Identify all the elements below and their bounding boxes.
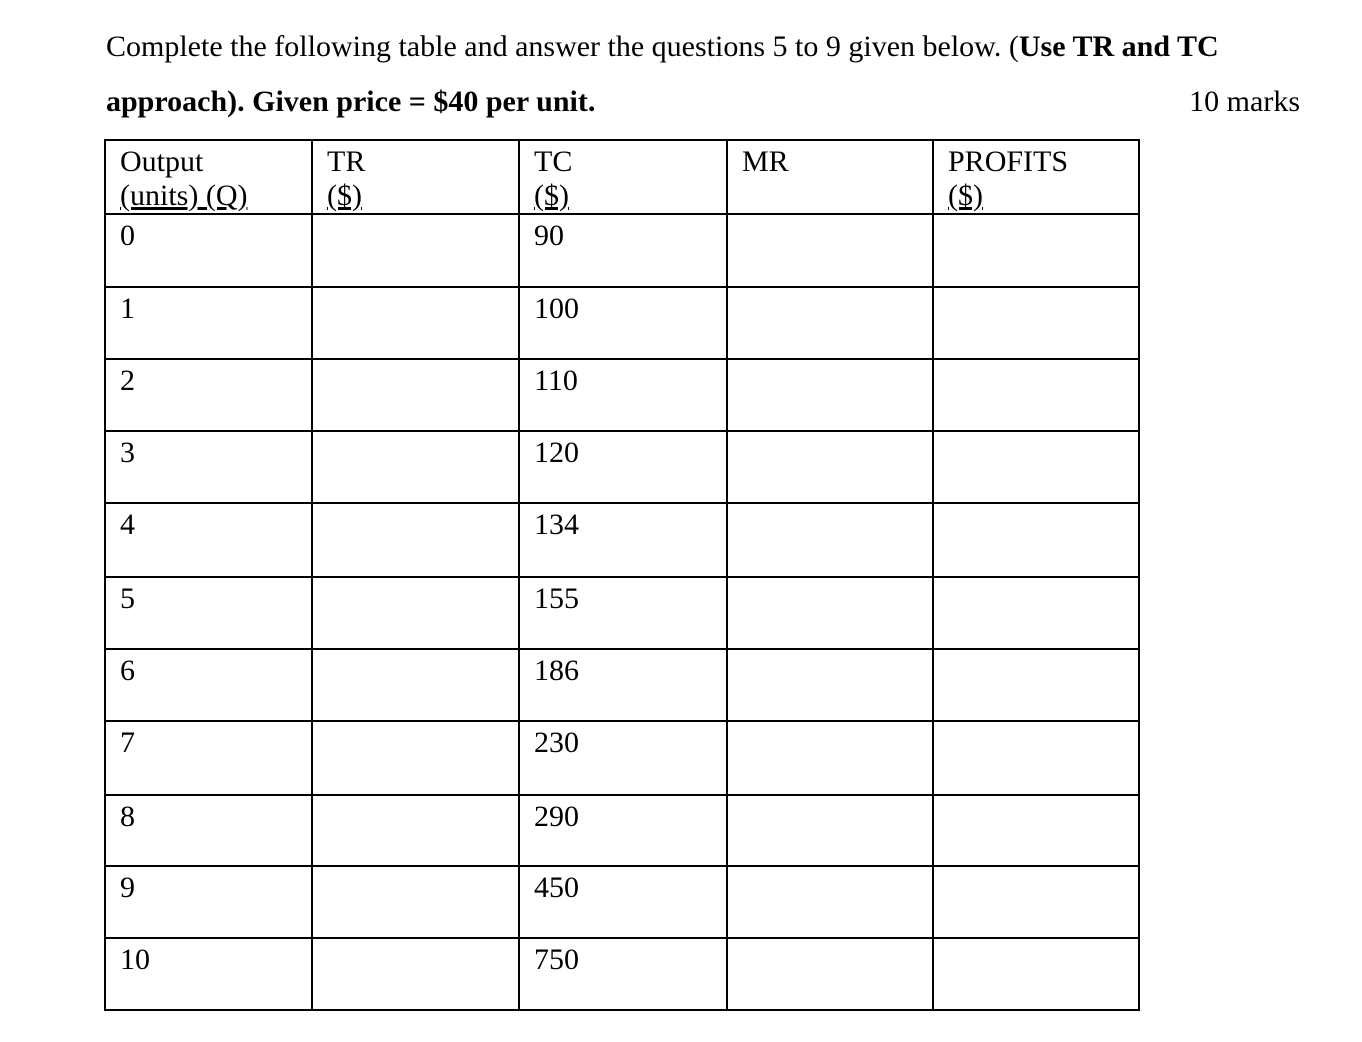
header-profits-line2: ($) bbox=[948, 179, 983, 212]
cell-output: 7 bbox=[105, 721, 312, 795]
cell-profits bbox=[933, 503, 1139, 577]
cell-mr bbox=[727, 649, 933, 721]
cell-output: 10 bbox=[105, 938, 312, 1010]
header-tr bbox=[312, 140, 519, 214]
table-row bbox=[105, 649, 1139, 721]
cell-profits bbox=[933, 287, 1139, 359]
table-row bbox=[105, 795, 1139, 866]
cell-output: 0 bbox=[105, 214, 312, 287]
instructions-line-2: approach). Given price = $40 per unit. bbox=[106, 85, 596, 118]
cell-tr bbox=[312, 795, 519, 866]
header-tc-line2: ($) bbox=[534, 179, 569, 212]
table-row bbox=[105, 287, 1139, 359]
cell-tr bbox=[312, 866, 519, 938]
table-header-row bbox=[105, 140, 1139, 214]
cell-mr bbox=[727, 577, 933, 649]
cell-output: 3 bbox=[105, 431, 312, 503]
cell-mr bbox=[727, 938, 933, 1010]
cell-tr bbox=[312, 938, 519, 1010]
header-tr-line2: ($) bbox=[327, 179, 362, 212]
cell-profits bbox=[933, 866, 1139, 938]
cell-profits bbox=[933, 214, 1139, 287]
cell-profits bbox=[933, 577, 1139, 649]
table-row bbox=[105, 503, 1139, 577]
cell-mr bbox=[727, 866, 933, 938]
cell-tc: 134 bbox=[519, 503, 727, 577]
cell-tr bbox=[312, 287, 519, 359]
cell-tr bbox=[312, 577, 519, 649]
instructions-line-1 bbox=[106, 30, 1219, 64]
cell-profits bbox=[933, 795, 1139, 866]
cost-revenue-table bbox=[104, 139, 1140, 1011]
cell-tr bbox=[312, 214, 519, 287]
cell-mr bbox=[727, 359, 933, 431]
header-output-line1: Output bbox=[120, 145, 204, 178]
cell-tc: 290 bbox=[519, 795, 727, 866]
cell-tr bbox=[312, 431, 519, 503]
cell-profits bbox=[933, 721, 1139, 795]
cell-mr bbox=[727, 721, 933, 795]
header-mr-line1: MR bbox=[742, 145, 789, 178]
cell-tc: 110 bbox=[519, 359, 727, 431]
cell-output: 2 bbox=[105, 359, 312, 431]
cell-output: 5 bbox=[105, 577, 312, 649]
cell-tc: 155 bbox=[519, 577, 727, 649]
cell-tc: 120 bbox=[519, 431, 727, 503]
table-row bbox=[105, 359, 1139, 431]
instructions-plain-text: Complete the following table and answer the questions 5 to 9 given below. ( bbox=[106, 30, 1019, 63]
cell-profits bbox=[933, 359, 1139, 431]
cell-output: 4 bbox=[105, 503, 312, 577]
instructions-bold-text: Use TR and TC bbox=[1018, 30, 1219, 63]
table-row bbox=[105, 577, 1139, 649]
cell-mr bbox=[727, 214, 933, 287]
cell-tc: 230 bbox=[519, 721, 727, 795]
cell-output: 6 bbox=[105, 649, 312, 721]
cell-tc: 186 bbox=[519, 649, 727, 721]
cell-tc: 100 bbox=[519, 287, 727, 359]
table-row bbox=[105, 721, 1139, 795]
cell-profits bbox=[933, 649, 1139, 721]
table-row bbox=[105, 431, 1139, 503]
cell-mr bbox=[727, 795, 933, 866]
cell-output: 9 bbox=[105, 866, 312, 938]
header-tr-line1: TR bbox=[327, 145, 366, 178]
cell-tc: 750 bbox=[519, 938, 727, 1010]
cell-mr bbox=[727, 503, 933, 577]
cell-tr bbox=[312, 359, 519, 431]
cell-profits bbox=[933, 431, 1139, 503]
header-output bbox=[105, 140, 312, 214]
cell-tr bbox=[312, 503, 519, 577]
header-output-line2: (units) (Q) bbox=[120, 179, 248, 212]
cell-mr bbox=[727, 287, 933, 359]
table-row bbox=[105, 866, 1139, 938]
table-row bbox=[105, 214, 1139, 287]
cell-mr bbox=[727, 431, 933, 503]
header-profits-line1: PROFITS bbox=[948, 145, 1069, 178]
header-mr bbox=[727, 140, 933, 214]
marks-label: 10 marks bbox=[1189, 85, 1300, 118]
header-profits bbox=[933, 140, 1139, 214]
cell-tr bbox=[312, 649, 519, 721]
header-tc bbox=[519, 140, 727, 214]
cell-tr bbox=[312, 721, 519, 795]
header-tc-line1: TC bbox=[534, 145, 573, 178]
table-row bbox=[105, 938, 1139, 1010]
cell-output: 8 bbox=[105, 795, 312, 866]
cell-profits bbox=[933, 938, 1139, 1010]
cell-tc: 90 bbox=[519, 214, 727, 287]
cell-output: 1 bbox=[105, 287, 312, 359]
cell-tc: 450 bbox=[519, 866, 727, 938]
